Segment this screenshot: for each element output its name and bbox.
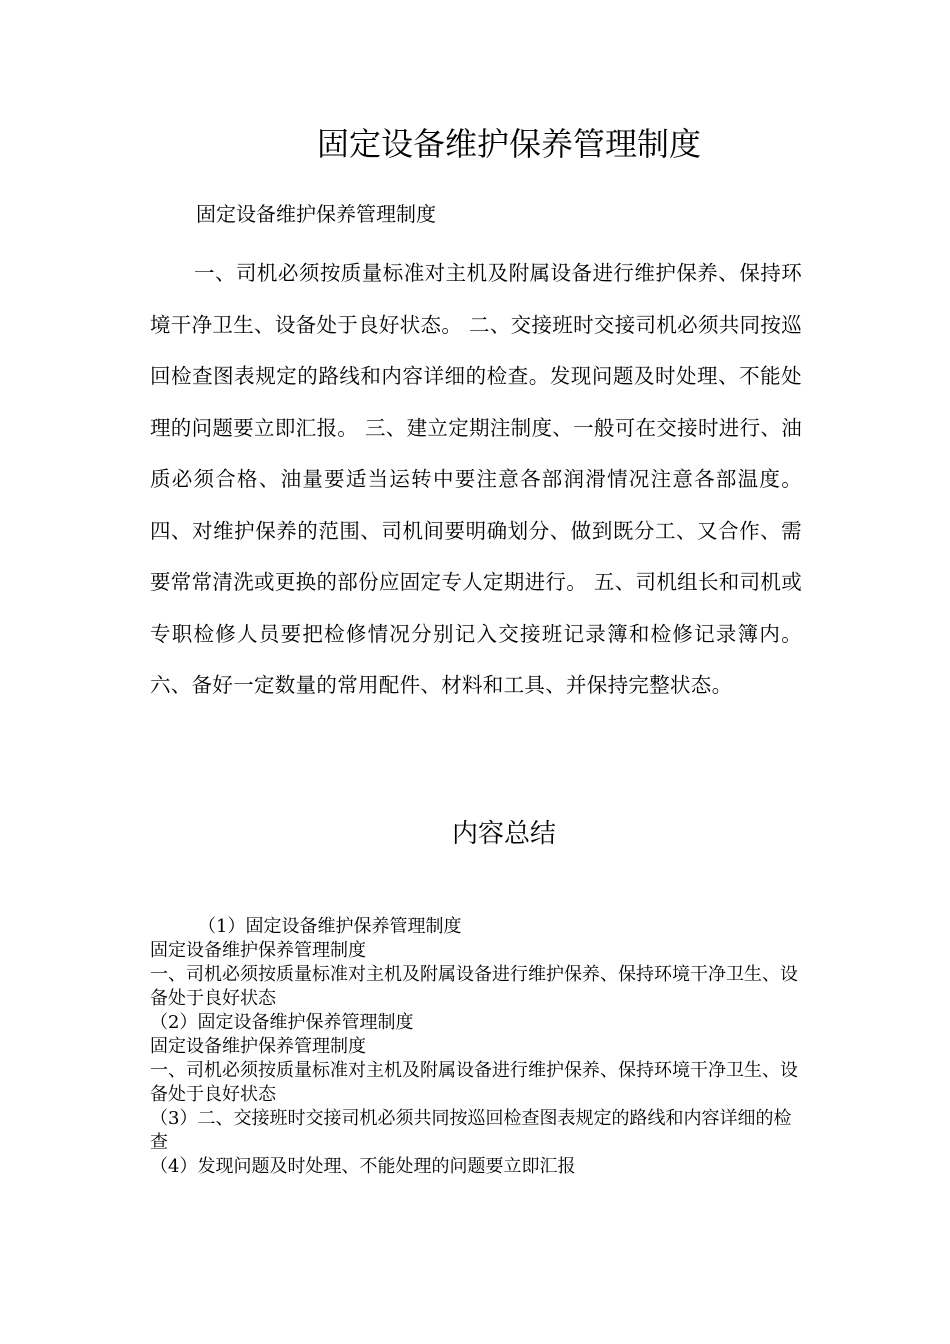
summary-line: （4）发现问题及时处理、不能处理的问题要立即汇报 — [150, 1156, 576, 1177]
summary-heading: 内容总结 — [451, 819, 556, 849]
summary-line: 一、司机必须按质量标准对主机及附属设备进行维护保养、保持环境干净卫生、设备处于良好状态 — [150, 964, 798, 1009]
summary-list — [150, 915, 800, 1179]
document-title: 固定设备维护保养管理制度 — [316, 125, 701, 163]
summary-line: （1）固定设备维护保养管理制度 — [198, 916, 462, 937]
summary-line: 一、司机必须按质量标准对主机及附属设备进行维护保养、保持环境干净卫生、设备处于良好状态 — [150, 1060, 798, 1105]
document-body: 一、司机必须按质量标准对主机及附属设备进行维护保养、保持环境干净卫生、设备处于良好状态。 二、交接班时交接司机必须共同按巡回检查图表规定的路线和内容详细的检查。发现问题及时处理、不能处理的问题要立即汇报。 三、建立定期注制度、一般可在交接时进行、油质必须合格、油量要适当运转中要注意各部润滑情况注意各部温度。 四、对维护保养的范围、司机间要明确划分、做到既分工、又合作、需要常常清洗或更换的部份应固定专人定期进行。 五、司机组长和司机或专职检修人员要把检修情况分别记入交接班记录簿和检修记录簿内。 六、备好一定数量的常用配件、材料和工具、并保持完整状态。 — [150, 261, 802, 697]
summary-line: （3）二、交接班时交接司机必须共同按巡回检查图表规定的路线和内容详细的检查 — [150, 1108, 792, 1153]
summary-line: 固定设备维护保养管理制度 — [150, 1036, 366, 1057]
summary-line: （2）固定设备维护保养管理制度 — [150, 1012, 414, 1033]
document-subtitle: 固定设备维护保养管理制度 — [196, 202, 436, 226]
summary-line: 固定设备维护保养管理制度 — [150, 940, 366, 961]
